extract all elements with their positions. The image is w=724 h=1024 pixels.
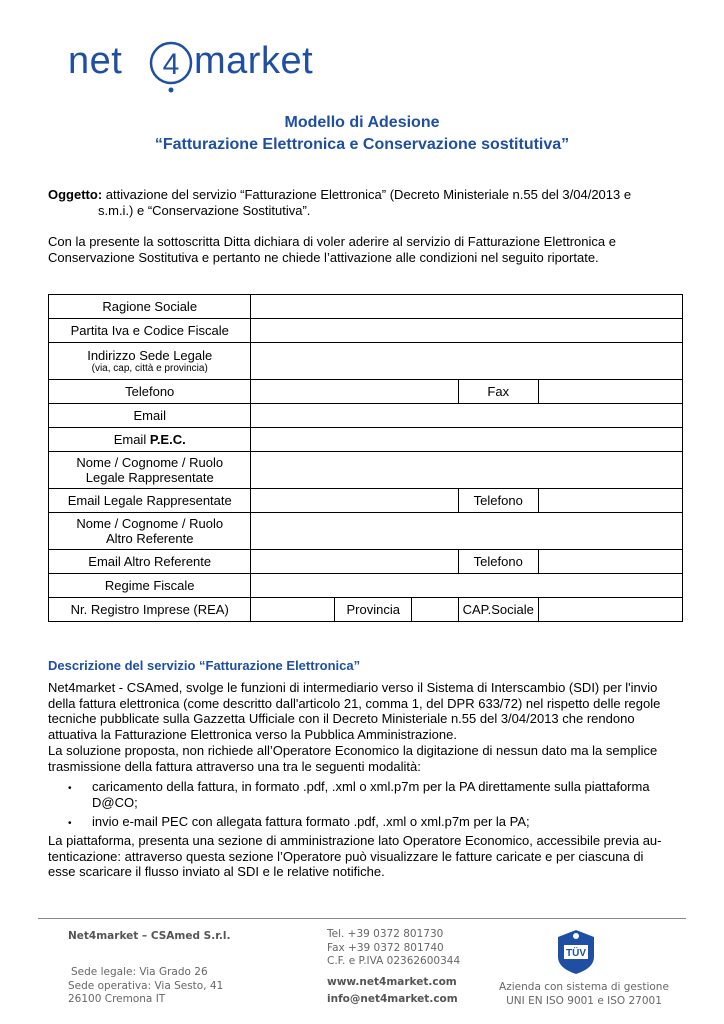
text-line: La soluzione proposta, non richiede all’Operatore Economico la digitazione di nessun dato ma la semplice	[48, 743, 658, 758]
label-email-altro: Email Altro Referente	[49, 550, 251, 574]
table-row	[49, 295, 683, 319]
text-line: della fattura elettronica (come descritto dall'articolo 21, comma 1, del DPR 633/72) nel rispetto delle regole	[48, 695, 661, 711]
table-row	[49, 574, 683, 598]
label-indirizzo-text: Indirizzo Sede Legale	[87, 348, 213, 363]
label-regime-fiscale: Regime Fiscale	[49, 574, 251, 598]
oggetto-label: Oggetto:	[48, 187, 103, 202]
section-title-descrizione: Descrizione del servizio “Fatturazione Elettronica”	[48, 658, 361, 673]
tuv-certification-icon	[552, 928, 600, 976]
bullet-item-2: invio e-mail PEC con allegata fattura formato .pdf, .xml o xml.p7m per la PA;	[92, 814, 530, 829]
text-line: La piattaforma, presenta una sezione di amministrazione lato Operatore Economico, accessibile previa au-	[48, 833, 662, 848]
table-row	[49, 428, 683, 452]
table-row	[49, 489, 683, 513]
label-email-pec-prefix: Email	[113, 432, 150, 447]
label-partita-iva: Partita Iva e Codice Fiscale	[49, 319, 251, 343]
intro-line1: Con la presente la sottoscritta Ditta dichiara di voler aderire al servizio di Fatturazione Elettronica e	[48, 234, 616, 249]
field-email[interactable]	[251, 404, 683, 428]
intro-line2: Conservazione Sostitutiva e pertanto ne chiede l’attivazione alle condizioni nel seguito riportate.	[48, 250, 599, 265]
footer-cert-line1: Azienda con sistema di gestione	[499, 981, 669, 993]
footer-piva: C.F. e P.IVA 02362600344	[327, 955, 461, 967]
bullet-icon: •	[68, 783, 72, 794]
label-altro-line2: Altro Referente	[106, 531, 194, 546]
field-telefono-legale[interactable]	[538, 489, 682, 513]
table-row	[49, 380, 683, 404]
field-email-pec[interactable]	[251, 428, 683, 452]
text-line: esse scaricare il flusso inviato al SDI e le relative notifiche.	[48, 864, 385, 879]
table-row	[49, 404, 683, 428]
label-telefono-altro: Telefono	[458, 550, 538, 574]
footer-fax: Fax +39 0372 801740	[327, 941, 444, 954]
intro-paragraph	[48, 234, 688, 266]
table-row	[49, 452, 683, 489]
bullet-item-1	[92, 779, 687, 810]
label-cap-sociale: CAP.Sociale	[458, 598, 538, 622]
footer-sede-operativa: Sede operativa: Via Sesto, 41	[68, 979, 224, 992]
descrizione-paragraph-3	[48, 833, 688, 880]
label-altro-referente	[49, 513, 251, 550]
label-telefono: Telefono	[49, 380, 251, 404]
field-fax[interactable]	[538, 380, 682, 404]
footer-divider	[38, 918, 686, 919]
oggetto-block	[48, 187, 688, 219]
field-email-altro[interactable]	[251, 550, 458, 574]
label-altro-line1: Nome / Cognome / Ruolo	[76, 516, 224, 531]
footer-contacts	[327, 928, 460, 969]
footer-citta: 26100 Cremona IT	[68, 993, 166, 1005]
label-legale-line2: Legale Rappresentate	[85, 470, 214, 485]
footer-cert-line2: UNI EN ISO 9001 e ISO 27001	[506, 994, 662, 1007]
badge-text: TÜV	[566, 948, 586, 959]
footer-sede-legale: Sede legale: Via Grado 26	[71, 966, 208, 978]
page-subtitle: “Fatturazione Elettronica e Conservazione sostitutiva”	[154, 136, 570, 153]
net4market-logo	[68, 38, 328, 100]
footer-address	[68, 966, 223, 1007]
oggetto-line1: attivazione del servizio “Fatturazione Elettronica” (Decreto Ministeriale n.55 del 3/04/2013 e	[102, 187, 632, 202]
bullet-icon: •	[68, 818, 72, 829]
footer-company: Net4market – CSAmed S.r.l.	[68, 930, 231, 942]
label-email-pec-bold: P.E.C.	[149, 432, 186, 447]
text-line: tecniche pubblicate sulla Gazzetta Ufficiale con il Decreto Ministeriale n.55 del 3/04/2013 che rendono	[48, 711, 635, 726]
descrizione-paragraph-1	[48, 680, 688, 742]
label-legale-line1: Nome / Cognome / Ruolo	[76, 455, 224, 470]
text-line: caricamento della fattura, in formato .pdf, .xml o xml.p7m per la PA direttamente sulla piattaforma	[92, 779, 650, 794]
field-telefono-altro[interactable]	[538, 550, 682, 574]
field-regime-fiscale[interactable]	[251, 574, 683, 598]
label-ragione-sociale: Ragione Sociale	[49, 295, 251, 319]
logo-text-market: market	[194, 40, 314, 82]
footer-tel: Tel. +39 0372 801730	[327, 928, 444, 940]
label-telefono-legale: Telefono	[458, 489, 538, 513]
field-email-legale[interactable]	[251, 489, 458, 513]
oggetto-line2: s.m.i.) e “Conservazione Sostitutiva”.	[98, 203, 311, 218]
label-indirizzo-note: (via, cap, città e provincia)	[91, 363, 208, 374]
text-line: D@CO;	[92, 794, 138, 810]
field-legale-rappresentante[interactable]	[251, 452, 683, 489]
label-email-pec	[49, 428, 251, 452]
table-row	[49, 343, 683, 380]
descrizione-paragraph-2	[48, 743, 688, 774]
field-provincia[interactable]	[412, 598, 458, 622]
text-line: attuativa la Fatturazione Elettronica verso la Pubblica Amministrazione.	[48, 726, 457, 742]
field-cap-sociale[interactable]	[538, 598, 682, 622]
field-partita-iva[interactable]	[251, 319, 683, 343]
label-provincia: Provincia	[335, 598, 412, 622]
logo-digit: 4	[162, 48, 180, 81]
footer-web-link[interactable]: www.net4market.com	[327, 976, 457, 988]
table-row	[49, 550, 683, 574]
label-indirizzo	[49, 343, 251, 380]
field-altro-referente[interactable]	[251, 513, 683, 550]
table-row	[49, 319, 683, 343]
label-registro-imprese: Nr. Registro Imprese (REA)	[49, 598, 251, 622]
field-telefono[interactable]	[251, 380, 458, 404]
field-indirizzo[interactable]	[251, 343, 683, 380]
label-legale-rappresentante	[49, 452, 251, 489]
text-line: tenticazione: attraverso questa sezione l’Operatore può visualizzare le fatture caricate e per ciascuna di	[48, 848, 644, 864]
footer-web-block	[327, 976, 458, 1006]
label-fax: Fax	[458, 380, 538, 404]
text-line: Net4market - CSAmed, svolge le funzioni di intermediario verso il Sistema di Interscambio (SDI) per l'invio	[48, 680, 658, 695]
logo-text-net: net	[68, 40, 123, 82]
adesione-form-table	[48, 294, 683, 622]
label-email: Email	[49, 404, 251, 428]
field-ragione-sociale[interactable]	[251, 295, 683, 319]
table-row	[49, 513, 683, 550]
text-line: trasmissione della fattura attraverso una tra le seguenti modalità:	[48, 758, 421, 774]
logo-4-circle-icon	[148, 38, 194, 98]
label-email-legale: Email Legale Rappresentate	[49, 489, 251, 513]
page-title: Modello di Adesione	[284, 114, 440, 131]
table-row	[49, 598, 683, 622]
footer-certification	[490, 981, 678, 1008]
field-registro-imprese[interactable]	[251, 598, 335, 622]
footer-email-link[interactable]: info@net4market.com	[327, 992, 458, 1005]
